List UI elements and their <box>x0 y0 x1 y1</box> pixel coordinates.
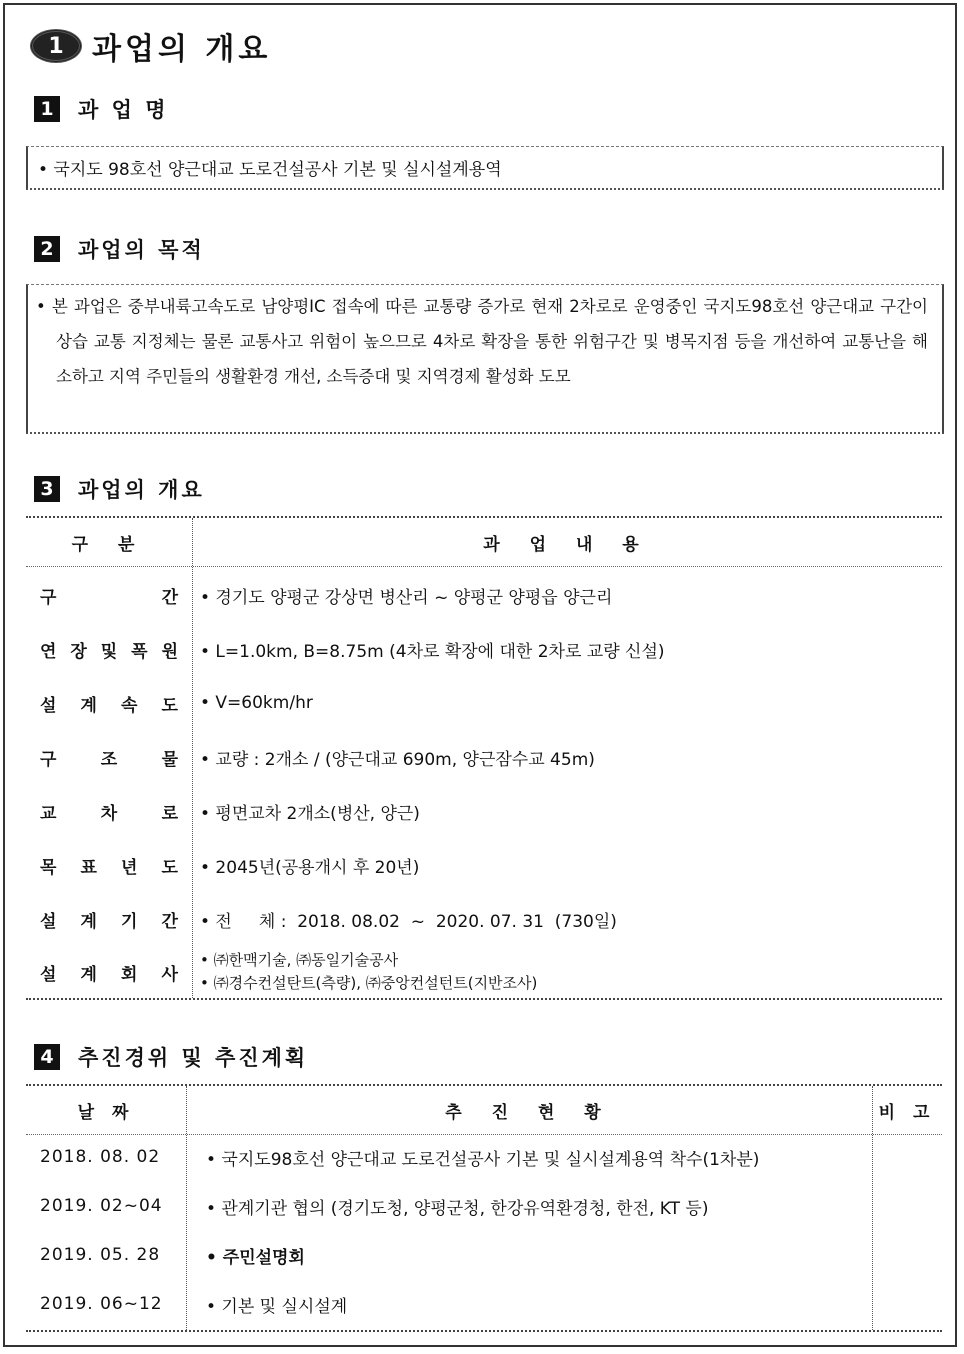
project-name: • 국지도 98호선 양근대교 도로건설공사 기본 및 실시설계용역 <box>38 160 502 180</box>
section-1-heading <box>34 94 168 124</box>
overview-row <box>40 580 940 610</box>
progress-row <box>40 1240 870 1270</box>
project-name-box <box>26 146 944 190</box>
section-title: 추진경위 및 추진계획 <box>78 1046 309 1070</box>
progress-date: 2019. 02~04 <box>40 1196 163 1216</box>
progress-status: • 국지도98호선 양근대교 도로건설공사 기본 및 실시설계용역 착수(1차분) <box>206 1149 760 1170</box>
row-label: 목 표 년 도 <box>40 857 178 878</box>
overview-row <box>40 904 940 934</box>
progress-date: 2019. 05. 28 <box>40 1245 161 1265</box>
row-value: • V=60km/hr <box>200 693 313 713</box>
section-title: 과 업 명 <box>78 98 169 122</box>
company-line: • ㈜한맥기술, ㈜동일기술공사 <box>200 951 399 969</box>
overview-row <box>40 634 940 664</box>
main-title-text: 과업의 개요 <box>92 32 272 67</box>
purpose-box <box>26 284 944 434</box>
row-value: • 전 체 : 2018. 08.02 ~ 2020. 07. 31 (730일) <box>200 911 617 932</box>
section-title: 과업의 개요 <box>78 478 205 502</box>
overview-header-category: 구 분 <box>71 534 147 555</box>
overview-header-content: 과 업 내 용 <box>483 534 651 555</box>
row-label: 교 차 로 <box>40 803 178 824</box>
progress-status: • 관계기관 협의 (경기도청, 양평군청, 한강유역환경청, 한전, KT 등) <box>206 1198 709 1219</box>
progress-row <box>40 1289 870 1319</box>
row-label: 설 계 속 도 <box>40 695 178 716</box>
section-4-heading <box>34 1042 308 1072</box>
section-number: 3 <box>34 476 60 502</box>
section-number: 4 <box>34 1044 60 1070</box>
progress-date: 2019. 06~12 <box>40 1294 163 1314</box>
progress-status: • 기본 및 실시설계 <box>206 1296 348 1317</box>
company-line: • ㈜경수컨설탄트(측량), ㈜중앙컨설턴트(지반조사) <box>200 974 538 992</box>
row-label: 구 조 물 <box>40 749 178 770</box>
overview-row <box>40 742 940 772</box>
section-2-heading <box>34 234 205 264</box>
progress-header-note: 비 고 <box>878 1102 936 1123</box>
title-number-badge: 1 <box>30 29 82 63</box>
row-value: • 경기도 양평군 강상면 병산리 ~ 양평군 양평읍 양근리 <box>200 587 613 608</box>
section-number: 2 <box>34 236 60 262</box>
overview-row <box>40 796 940 826</box>
overview-row <box>40 850 940 880</box>
progress-row <box>40 1142 870 1172</box>
row-label: 연 장 및 폭 원 <box>40 641 178 662</box>
section-title: 과업의 목적 <box>78 238 205 262</box>
section-3-heading <box>34 474 205 504</box>
main-title <box>30 24 271 68</box>
row-label: 설 계 회 사 <box>40 964 178 985</box>
row-value: • 교량 : 2개소 / (양근대교 690m, 양근잠수교 45m) <box>200 749 595 770</box>
progress-row <box>40 1191 870 1221</box>
progress-status: • 주민설명회 <box>206 1247 305 1268</box>
overview-row-company <box>40 948 940 996</box>
progress-header-status: 추 진 현 황 <box>445 1102 613 1123</box>
row-label: 설 계 기 간 <box>40 911 178 932</box>
row-value: • L=1.0km, B=8.75m (4차로 확장에 대한 2차로 교량 신설) <box>200 641 665 662</box>
progress-date: 2018. 08. 02 <box>40 1147 161 1167</box>
row-label: 구 간 <box>40 587 178 608</box>
row-value: • 2045년(공용개시 후 20년) <box>200 857 420 878</box>
row-value: • 평면교차 2개소(병산, 양근) <box>200 803 420 824</box>
section-number: 1 <box>34 96 60 122</box>
purpose-text: • 본 과업은 중부내륙고속도로 남양평IC 접속에 따른 교통량 증가로 현재 2차로로 운영중인 국지도98호선 양근대교 구간이 상습 교통 지정체는 물론 교통사고 위험이 높으므로 4차로 확장을 통한 위험구간 및 병목지점 등을 개선하여 교통난을 해소하고 지역 주민들의 생활환경 개선, 소득증대 및 지역경제 활성화 도모 <box>36 297 928 386</box>
overview-row <box>40 688 940 718</box>
progress-header-date: 날 짜 <box>77 1102 135 1123</box>
